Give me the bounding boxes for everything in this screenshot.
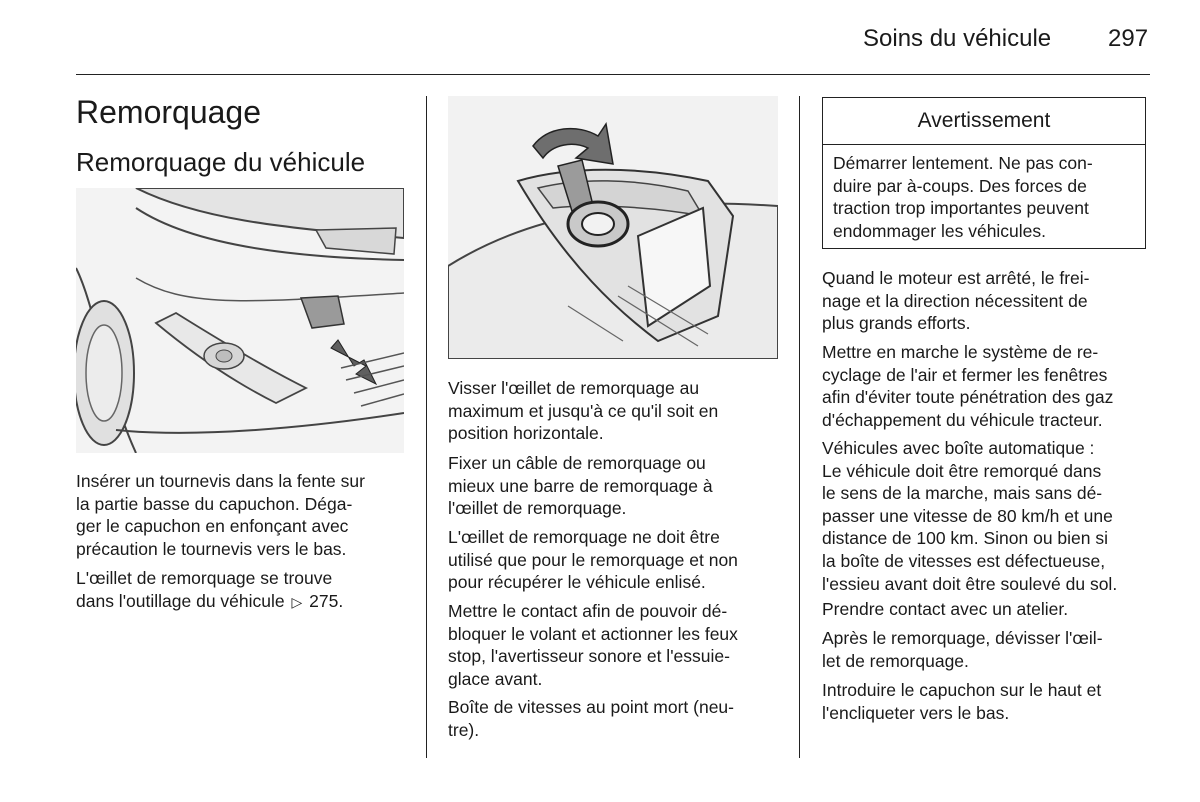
- text-line: Mettre le contact afin de pouvoir dé-: [448, 601, 728, 621]
- bumper-cover-illustration: [76, 188, 404, 453]
- towing-eye-illustration: [448, 96, 778, 359]
- text-line: la partie basse du capuchon. Déga-: [76, 493, 353, 514]
- warning-title: Avertissement: [823, 98, 1145, 145]
- text-line: passer une vitesse de 80 km/h et une: [822, 505, 1113, 526]
- warning-box: [822, 97, 1146, 249]
- text-line: tre).: [448, 719, 480, 740]
- arrow-reference-icon: ▷: [291, 593, 303, 610]
- instruction-paragraph-10: [822, 437, 1117, 595]
- text-line: utilisé que pour le remorquage et non: [448, 549, 738, 570]
- text-line: glace avant.: [448, 668, 543, 689]
- warning-text: [823, 145, 1145, 242]
- text-line: afin d'éviter toute pénétration des gaz: [822, 387, 1114, 408]
- text-line: Véhicules avec boîte automatique :: [822, 438, 1095, 458]
- column-divider-1: [426, 96, 427, 758]
- page-number: 297: [1108, 25, 1149, 52]
- instruction-paragraph-5: [448, 526, 738, 594]
- instruction-paragraph-8: [822, 267, 1089, 335]
- text-line: la boîte de vitesses est défectueuse,: [822, 550, 1106, 571]
- instruction-paragraph-4: [448, 452, 713, 520]
- section-title: Soins du véhicule: [863, 25, 1052, 52]
- instruction-paragraph-1: [76, 470, 365, 560]
- text-line: plus grands efforts.: [822, 313, 971, 334]
- text-line: l'encliqueter vers le bas.: [822, 702, 1010, 723]
- text-line: cyclage de l'air et fermer les fenêtres: [822, 364, 1108, 385]
- text-line: mieux une barre de remorquage à: [448, 475, 713, 496]
- text-line: L'œillet de remorquage se trouve: [76, 568, 333, 588]
- instruction-paragraph-13: [822, 679, 1101, 724]
- text-line: Boîte de vitesses au point mort (neu-: [448, 697, 734, 717]
- instruction-paragraph-6: [448, 600, 738, 690]
- text-line: duire par à-coups. Des forces de: [833, 175, 1087, 196]
- text-line: Après le remorquage, dévisser l'œil-: [822, 628, 1103, 648]
- text-line: précaution le tournevis vers le bas.: [76, 538, 347, 559]
- text-line: d'échappement du véhicule tracteur.: [822, 409, 1103, 430]
- text-line: l'œillet de remorquage.: [448, 498, 627, 519]
- text-line: bloquer le volant et actionner les feux: [448, 623, 738, 644]
- text-line: maximum et jusqu'à ce qu'il soit en: [448, 400, 719, 421]
- header-divider: [76, 74, 1150, 75]
- text-line: traction trop importantes peuvent: [833, 198, 1089, 219]
- xref-text: dans l'outillage du véhicule: [76, 590, 285, 611]
- text-line: l'essieu avant doit être soulevé du sol.: [822, 573, 1118, 594]
- instruction-paragraph-9: [822, 341, 1113, 431]
- text-line: stop, l'avertisseur sonore et l'essuie-: [448, 646, 730, 667]
- section-heading: Remorquage du véhicule: [76, 147, 366, 177]
- instruction-paragraph-3: [448, 377, 718, 445]
- text-line: Fixer un câble de remorquage ou: [448, 453, 706, 473]
- text-line: Visser l'œillet de remorquage au: [448, 378, 700, 398]
- instruction-paragraph-11: [822, 598, 1068, 621]
- text-line: Introduire le capuchon sur le haut et: [822, 680, 1102, 700]
- column-divider-2: [799, 96, 800, 758]
- text-line: endommager les véhicules.: [833, 220, 1047, 241]
- instruction-paragraph-7: [448, 696, 734, 741]
- text-line: nage et la direction nécessitent de: [822, 290, 1088, 311]
- text-line: Quand le moteur est arrêté, le frei-: [822, 268, 1090, 288]
- text-line: ger le capuchon en enfonçant avec: [76, 516, 349, 537]
- text-line: L'œillet de remorquage ne doit être: [448, 527, 720, 547]
- text-line: let de remorquage.: [822, 650, 969, 671]
- text-line: distance de 100 km. Sinon ou bien si: [822, 528, 1109, 549]
- text-line: Le véhicule doit être remorqué dans: [822, 460, 1102, 481]
- instruction-paragraph-2: [76, 567, 343, 613]
- text-line: position horizontale.: [448, 423, 604, 444]
- chapter-heading: Remorquage: [76, 94, 261, 130]
- xref-page-link[interactable]: 275.: [309, 590, 344, 611]
- instruction-paragraph-12: [822, 627, 1103, 672]
- text-line: le sens de la marche, mais sans dé-: [822, 483, 1103, 504]
- text-line: pour récupérer le véhicule enlisé.: [448, 572, 706, 593]
- text-line: Mettre en marche le système de re-: [822, 342, 1099, 362]
- text-line: [76, 590, 343, 614]
- text-line: Prendre contact avec un atelier.: [822, 599, 1069, 619]
- text-line: Démarrer lentement. Ne pas con-: [833, 153, 1093, 173]
- text-line: Insérer un tournevis dans la fente sur: [76, 471, 365, 491]
